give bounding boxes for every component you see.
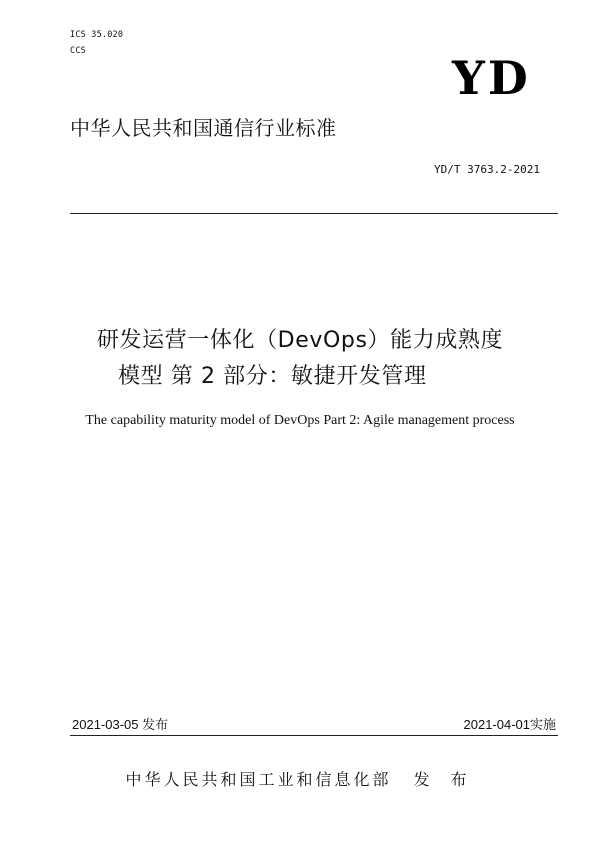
industry-standard-title: 中华人民共和国通信行业标准 [70, 116, 337, 140]
issue-date: 2021-03-05 发布 [72, 717, 169, 732]
ccs-code: CCS [70, 46, 86, 56]
publish-label: 发 布 [413, 770, 475, 789]
ics-code: ICS 35.020 [70, 30, 124, 40]
standard-number: YD/T 3763.2-2021 [434, 163, 540, 176]
document-title-english: The capability maturity model of DevOps Part 2: Agile management process [85, 413, 515, 428]
top-divider [70, 213, 558, 214]
publisher-line [0, 769, 600, 791]
yd-logo: YD [452, 51, 531, 105]
document-title-line-2: 模型 第 2 部分：敏捷开发管理 [118, 364, 427, 389]
bottom-divider [70, 735, 558, 736]
implementation-date: 2021-04-01实施 [463, 717, 556, 732]
publisher-name: 中华人民共和国工业和信息化部 [125, 770, 392, 789]
document-title-line-1: 研发运营一体化（DevOps）能力成熟度 [96, 328, 504, 353]
